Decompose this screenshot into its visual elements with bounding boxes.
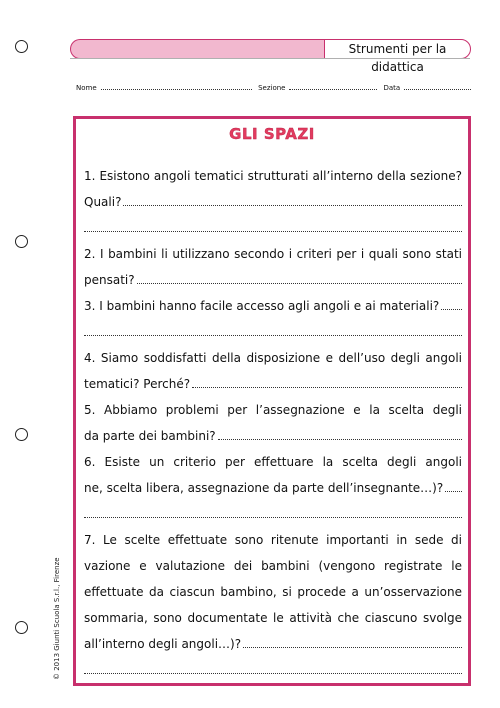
answer-line[interactable] (84, 371, 462, 397)
dotted-answer-field[interactable] (84, 215, 462, 232)
dotted-answer-field[interactable] (84, 319, 462, 336)
question-line (84, 553, 462, 579)
question-text: effettuate da ciascun bambino, si procede a un’osservazione (84, 585, 462, 599)
question-text: 4. Siamo soddisfatti della disposizione e dell’uso degli angoli (84, 351, 462, 365)
punch-hole (15, 621, 28, 634)
question-line (84, 605, 462, 631)
answer-line[interactable] (84, 657, 462, 683)
dotted-answer-field[interactable] (445, 475, 462, 492)
question-text: vazione e valutazione dei bambini (vengono registrate le (84, 559, 462, 573)
header-divider (70, 58, 470, 59)
question-text: 5. Abbiamo problemi per l’assegnazione e la scelta degli (84, 403, 462, 417)
section-line[interactable] (289, 81, 377, 90)
question-text: all’interno degli angoli…)? (84, 637, 242, 651)
question-text: 2. I bambini li utilizzano secondo i criteri per i quali sono stati (84, 247, 462, 261)
answer-line[interactable] (84, 215, 462, 241)
dotted-answer-field[interactable] (218, 423, 462, 440)
date-field[interactable] (383, 81, 471, 93)
dotted-answer-field[interactable] (137, 267, 462, 284)
question-list (84, 163, 462, 683)
copyright-notice: © 2013 Giunti Scuola S.r.l., Firenze (53, 557, 61, 680)
dotted-answer-field[interactable] (192, 371, 462, 388)
question-line (84, 241, 462, 267)
answer-line[interactable] (84, 293, 462, 319)
question-item (84, 397, 462, 449)
answer-line[interactable] (84, 631, 462, 657)
question-item (84, 293, 462, 345)
dotted-answer-field[interactable] (84, 501, 462, 518)
question-text: 6. Esiste un criterio per effettuare la scelta degli angoli (84, 455, 462, 469)
question-item (84, 241, 462, 293)
answer-line[interactable] (84, 319, 462, 345)
question-text: 7. Le scelte effettuate sono ritenute importanti in sede di (84, 533, 462, 547)
question-text: sommaria, sono documentate le attività che ciascuno svolge (84, 611, 462, 625)
punch-hole (15, 40, 28, 53)
question-item (84, 163, 462, 241)
question-line (84, 163, 462, 189)
dotted-answer-field[interactable] (243, 631, 462, 648)
question-item (84, 527, 462, 683)
date-label: Data (383, 84, 401, 92)
dotted-answer-field[interactable] (84, 657, 462, 674)
dotted-answer-field[interactable] (441, 293, 462, 310)
question-line (84, 345, 462, 371)
answer-line[interactable] (84, 475, 462, 501)
answer-line[interactable] (84, 501, 462, 527)
name-field[interactable] (76, 81, 252, 93)
student-fields (76, 81, 471, 93)
question-text: Quali? (84, 195, 122, 209)
dotted-answer-field[interactable] (123, 189, 462, 206)
question-item (84, 449, 462, 527)
question-text: 3. I bambini hanno facile accesso agli angoli e ai materiali? (84, 299, 440, 313)
date-line[interactable] (404, 81, 471, 90)
section-label: Sezione (258, 84, 286, 92)
punch-hole (15, 428, 28, 441)
question-line (84, 397, 462, 423)
question-line (84, 449, 462, 475)
answer-line[interactable] (84, 189, 462, 215)
name-line[interactable] (101, 81, 252, 90)
section-field[interactable] (258, 81, 377, 93)
question-line (84, 579, 462, 605)
section-title: Strumenti per la didattica (324, 39, 471, 59)
question-text: tematici? Perché? (84, 377, 191, 391)
question-line (84, 527, 462, 553)
answer-line[interactable] (84, 423, 462, 449)
name-label: Nome (76, 84, 97, 92)
punch-hole (15, 235, 28, 248)
worksheet-title: GLI SPAZI (229, 125, 315, 143)
question-text: pensati? (84, 273, 135, 287)
answer-line[interactable] (84, 267, 462, 293)
question-text: 1. Esistono angoli tematici strutturati all’interno della sezione? (84, 169, 462, 183)
question-text: da parte dei bambini? (84, 429, 216, 443)
question-text: ne, scelta libera, assegnazione da parte dell’insegnante…)? (84, 481, 444, 495)
header-band (70, 39, 327, 59)
question-item (84, 345, 462, 397)
